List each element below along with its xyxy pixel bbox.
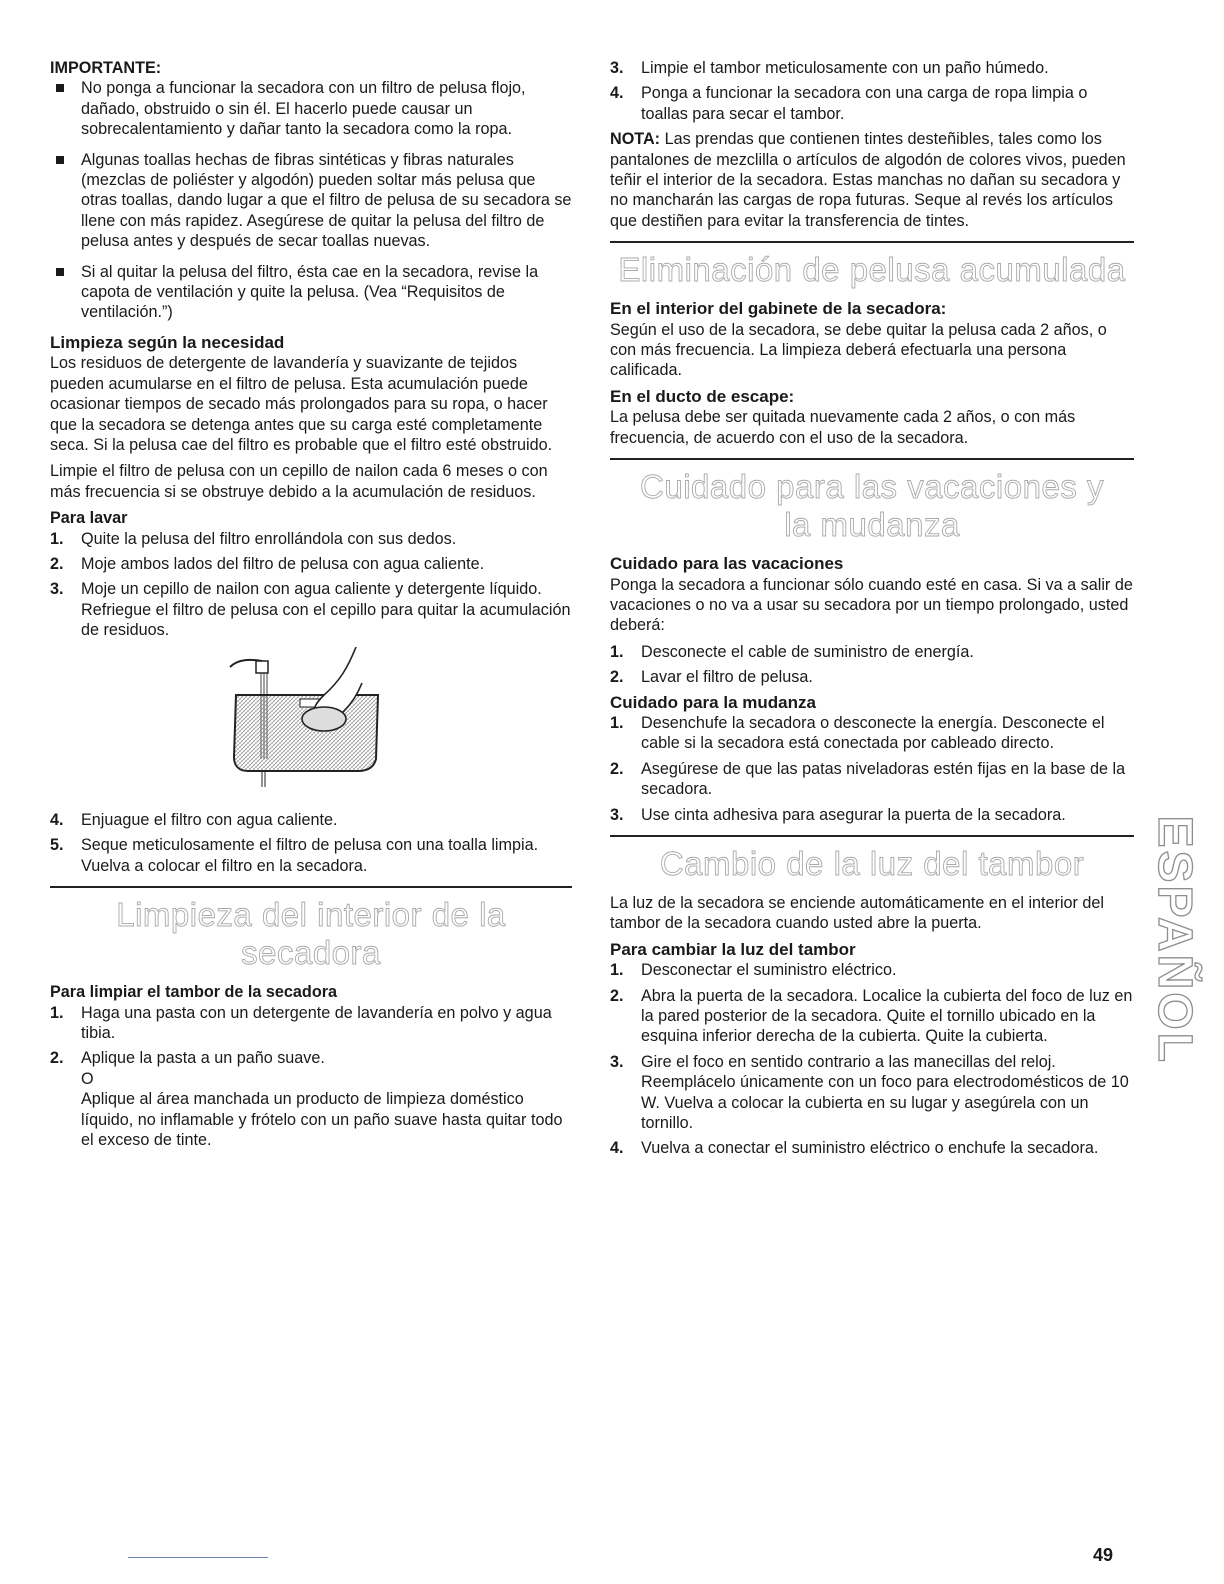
list-item: 3. Use cinta adhesiva para asegurar la puerta de la secadora. [610, 805, 1066, 824]
list-item: 1. Haga una pasta con un detergente de lavandería en polvo y agua tibia. [50, 1003, 552, 1042]
tambor-step-2-alternative: Aplique al área manchada un producto de limpieza doméstico líquido, no inflamable y frótelo con un paño suave hasta quitar todo el exceso de tinte. [81, 1090, 563, 1150]
gabinete-paragraph: Según el uso de la secadora, se debe quitar la pelusa cada 2 años, o con más frecuencia. La limpieza deberá efectuarla una persona calificada. [610, 320, 1107, 380]
list-item: 2. Moje ambos lados del filtro de pelusa con agua caliente. [50, 554, 485, 573]
list-item: 1. Quite la pelusa del filtro enrollándola con sus dedos. [50, 529, 457, 548]
list-item: 3. Moje un cepillo de nailon con agua caliente y detergente líquido. Refriegue el filtro de pelusa con el cepillo para quitar la acumulación de residuos. [50, 580, 571, 640]
importante-heading: IMPORTANTE: [50, 59, 162, 77]
list-item: No ponga a funcionar la secadora con un filtro de pelusa flojo, dañado, obstruido o sin él. El hacerlo puede causar un sobrecalentamiento y dañar tanto la secadora como la ropa. [50, 78, 572, 139]
para-lavar-steps [50, 529, 572, 641]
importante-list [50, 78, 572, 322]
limpieza-heading: Limpieza según la necesidad [50, 332, 285, 352]
right-column [610, 58, 1134, 1164]
vacaciones-heading: Cuidado para las vacaciones [610, 554, 844, 574]
section-banner-vacaciones: Cuidado para las vacaciones y la mudanza [640, 468, 1104, 544]
tambor-steps [50, 1003, 572, 1151]
list-item: 3. Limpie el tambor meticulosamente con un paño húmedo. [610, 59, 1049, 77]
list-item: 2. Asegúrese de que las patas niveladoras estén fijas en la base de la secadora. [610, 759, 1126, 799]
side-tab-label: ESPAÑOL [1148, 815, 1202, 1065]
cambiar-luz-steps [610, 960, 1134, 1159]
list-item: 4. Ponga a funcionar la secadora con una carga de ropa limpia o toallas para secar el tambor. [610, 84, 1088, 123]
list-item: Si al quitar la pelusa del filtro, ésta cae en la secadora, revise la capota de ventilación y quite la pelusa. (Vea “Requisitos de ventilación.”) [50, 262, 572, 323]
nota-label: NOTA: [610, 130, 661, 149]
section-banner-eliminacion: Eliminación de pelusa acumulada [618, 251, 1126, 289]
nota-text: Las prendas que contienen tintes desteñibles, tales como los pantalones de mezclilla o artículos de algodón de colores vivos, pueden teñir el interior de la secadora. Estas manchas no dañan su secadora y no mancharán las cargas de ropa futuras. Seque al revés los artículos que destiñen para evitar la transferencia de tintes. [610, 130, 1126, 230]
vacaciones-steps [610, 642, 1134, 688]
luz-paragraph: La luz de la secadora se enciende automáticamente en el interior del tambor de la secadora cuando usted abre la puerta. [610, 893, 1105, 933]
list-item: Algunas toallas hechas de fibras sintéticas y fibras naturales (mezclas de poliéster y algodón) pueden soltar más pelusa que otras toallas, dando lugar a que el filtro de pelusa de su secadora se llene con más rapidez. Asegúrese de quitar la pelusa del filtro de pelusa antes y después de secar toallas nuevas. [50, 150, 572, 252]
section-banner-luz: Cambio de la luz del tambor [659, 844, 1085, 882]
tambor-step-2-text: Aplique la pasta a un paño suave. [81, 1049, 325, 1068]
para-lavar-heading: Para lavar [50, 509, 128, 528]
section-banner-interior: Limpieza del interior de la secadora [116, 896, 506, 972]
list-item: 3. Gire el foco en sentido contrario a las manecillas del reloj. Reemplácelo únicamente con un foco para electrodomésticos de 10 W. Vuelva a colocar la cubierta en su lugar y asegúrela con un tornillo. [610, 1052, 1129, 1133]
gabinete-heading: En el interior del gabinete de la secadora: [610, 299, 947, 319]
section-divider [610, 458, 1134, 460]
tambor-heading: Para limpiar el tambor de la secadora [50, 983, 338, 1002]
list-item: 4. Enjuague el filtro con agua caliente. [50, 810, 338, 829]
page-number: 49 [1093, 1545, 1114, 1565]
vacaciones-paragraph: Ponga la secadora a funcionar sólo cuando esté en casa. Si va a salir de vacaciones o no va a usar su secadora por un tiempo prolongado, usted deberá: [610, 575, 1133, 635]
cambiar-luz-heading: Para cambiar la luz del tambor [610, 939, 856, 959]
list-item: 1. Desconecte el cable de suministro de energía. [610, 642, 974, 661]
list-item: 1. Desconectar el suministro eléctrico. [610, 961, 897, 980]
footer-divider [128, 1557, 268, 1558]
section-divider [50, 886, 572, 888]
mudanza-heading: Cuidado para la mudanza [610, 692, 816, 712]
mudanza-steps [610, 713, 1134, 825]
list-item: 1. Desenchufe la secadora o desconecte la energía. Desconecte el cable si la secadora está conectada por cableado directo. [610, 713, 1105, 753]
list-item: 2. Abra la puerta de la secadora. Localice la cubierta del foco de luz en la pared posterior de la secadora. Quite el tornillo ubicado en la esquina inferior derecha de la cubierta. Quite la cubierta. [610, 986, 1133, 1046]
ducto-heading: En el ducto de escape: [610, 386, 795, 406]
para-lavar-steps-continued [50, 810, 572, 876]
nota-paragraph [610, 129, 1134, 231]
ducto-paragraph: La pelusa debe ser quitada nuevamente cada 2 años, o con más frecuencia, de acuerdo con el uso de la secadora. [610, 408, 1076, 447]
left-column [50, 58, 572, 1155]
or-label: O [81, 1069, 94, 1088]
list-item: 5. Seque meticulosamente el filtro de pelusa con una toalla limpia. Vuelva a colocar el filtro en la secadora. [50, 836, 539, 875]
list-item: 2. Lavar el filtro de pelusa. [610, 668, 813, 687]
list-item: 4. Vuelva a conectar el suministro eléctrico o enchufe la secadora. [610, 1139, 1099, 1158]
section-divider [610, 835, 1134, 837]
lint-filter-washing-illustration [228, 647, 572, 802]
list-item: 2. Aplique la pasta a un paño suave. O Aplique al área manchada un producto de limpieza doméstico líquido, no inflamable y frótelo con un paño suave hasta quitar todo el exceso de tinte. [50, 1049, 563, 1150]
limpieza-paragraph-2: Limpie el filtro de pelusa con un cepillo de nailon cada 6 meses o con más frecuencia si se obstruye debido a la acumulación de residuos. [50, 462, 548, 501]
limpieza-paragraph-1: Los residuos de detergente de lavandería y suavizante de tejidos pueden acumularse en el filtro de pelusa. Esta acumulación puede ocasionar tiempos de secado más prolongados para su ropa, o hacer que la secadora se detenga antes que su carga esté completamente seca. Si la pelusa cae del filtro es probable que el filtro esté obstruido. [50, 354, 553, 454]
tambor-steps-continued [610, 58, 1134, 124]
language-side-tab [1148, 815, 1202, 1065]
section-divider [610, 241, 1134, 243]
